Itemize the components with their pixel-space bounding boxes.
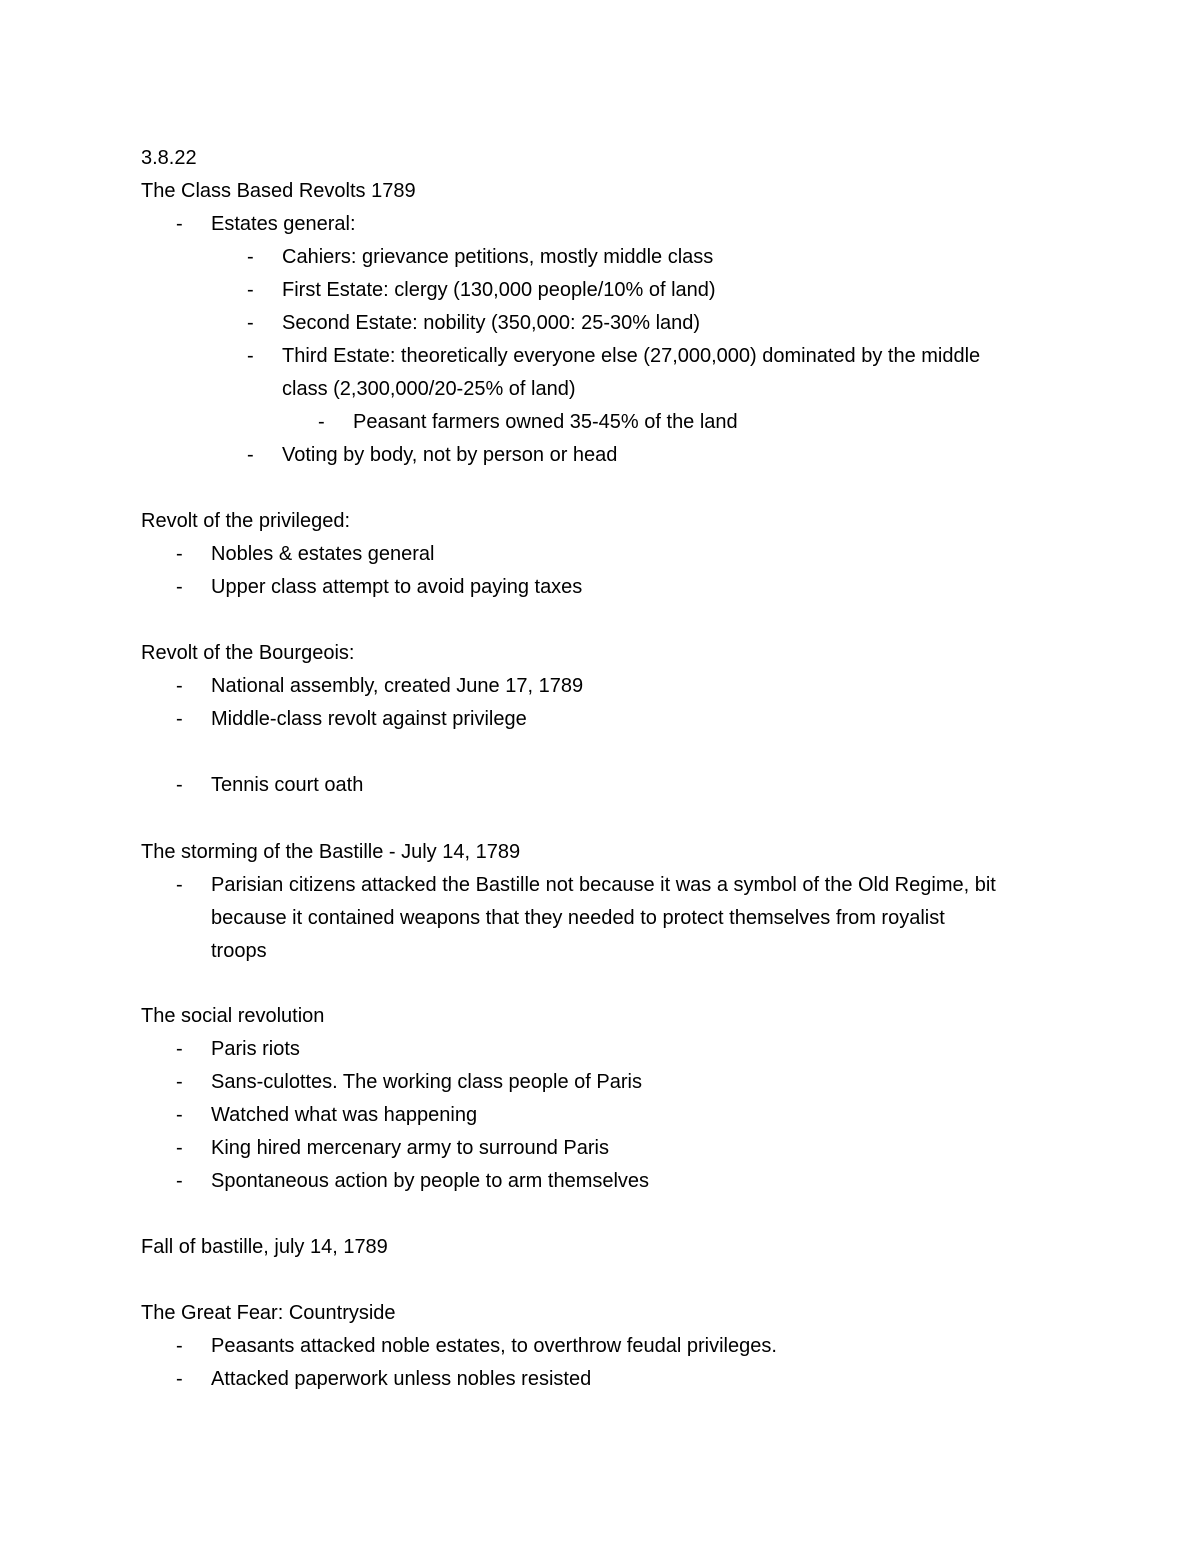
- bullet-dash: -: [176, 1368, 183, 1390]
- list-item: Watched what was happening: [211, 1104, 478, 1126]
- list-item-continuation: because it contained weapons that they needed to protect themselves from royalist: [211, 907, 945, 929]
- list-item: Sans-culottes. The working class people of Paris: [211, 1071, 642, 1093]
- bullet-dash: -: [176, 675, 183, 697]
- bullet-dash: -: [247, 444, 254, 466]
- list-item-continuation: troops: [211, 940, 267, 962]
- bullet-dash: -: [176, 874, 183, 896]
- list-item: Peasant farmers owned 35-45% of the land: [353, 411, 738, 433]
- bullet-dash: -: [176, 1071, 183, 1093]
- bullet-dash: -: [176, 774, 183, 796]
- section-heading: Revolt of the privileged:: [141, 510, 351, 532]
- bullet-dash: -: [176, 1335, 183, 1357]
- bullet-dash: -: [247, 279, 254, 301]
- list-item: Second Estate: nobility (350,000: 25-30% land): [282, 312, 701, 334]
- list-item: Upper class attempt to avoid paying taxes: [211, 576, 583, 598]
- list-item: Nobles & estates general: [211, 543, 435, 565]
- bullet-dash: -: [247, 312, 254, 334]
- section-heading: The social revolution: [141, 1005, 325, 1027]
- bullet-dash: -: [176, 1170, 183, 1192]
- bullet-dash: -: [176, 708, 183, 730]
- bullet-dash: -: [176, 1104, 183, 1126]
- list-item: First Estate: clergy (130,000 people/10% of land): [282, 279, 716, 301]
- section-heading: The Class Based Revolts 1789: [141, 180, 416, 202]
- list-item: Cahiers: grievance petitions, mostly middle class: [282, 246, 714, 268]
- note-date: 3.8.22: [141, 147, 197, 169]
- bullet-dash: -: [176, 1137, 183, 1159]
- bullet-dash: -: [247, 246, 254, 268]
- list-item: Parisian citizens attacked the Bastille not because it was a symbol of the Old Regime, bit: [211, 874, 996, 896]
- bullet-dash: -: [176, 576, 183, 598]
- list-item: Estates general:: [211, 213, 356, 235]
- list-item: Tennis court oath: [211, 774, 364, 796]
- list-item: Spontaneous action by people to arm themselves: [211, 1170, 650, 1192]
- section-heading: The Great Fear: Countryside: [141, 1302, 396, 1324]
- list-item: National assembly, created June 17, 1789: [211, 675, 584, 697]
- list-item: Paris riots: [211, 1038, 300, 1060]
- section-heading: The storming of the Bastille - July 14, 1789: [141, 841, 521, 863]
- bullet-dash: -: [176, 213, 183, 235]
- list-item: Voting by body, not by person or head: [282, 444, 618, 466]
- bullet-dash: -: [247, 345, 254, 367]
- bullet-dash: -: [176, 543, 183, 565]
- list-item: Attacked paperwork unless nobles resisted: [211, 1368, 592, 1390]
- list-item-continuation: class (2,300,000/20-25% of land): [282, 378, 576, 400]
- list-item: King hired mercenary army to surround Paris: [211, 1137, 609, 1159]
- list-item: Middle-class revolt against privilege: [211, 708, 527, 730]
- section-heading: Fall of bastille, july 14, 1789: [141, 1236, 388, 1258]
- list-item: Peasants attacked noble estates, to overthrow feudal privileges.: [211, 1335, 777, 1357]
- section-heading: Revolt of the Bourgeois:: [141, 642, 355, 664]
- bullet-dash: -: [318, 411, 325, 433]
- bullet-dash: -: [176, 1038, 183, 1060]
- list-item: Third Estate: theoretically everyone else (27,000,000) dominated by the middle: [282, 345, 981, 367]
